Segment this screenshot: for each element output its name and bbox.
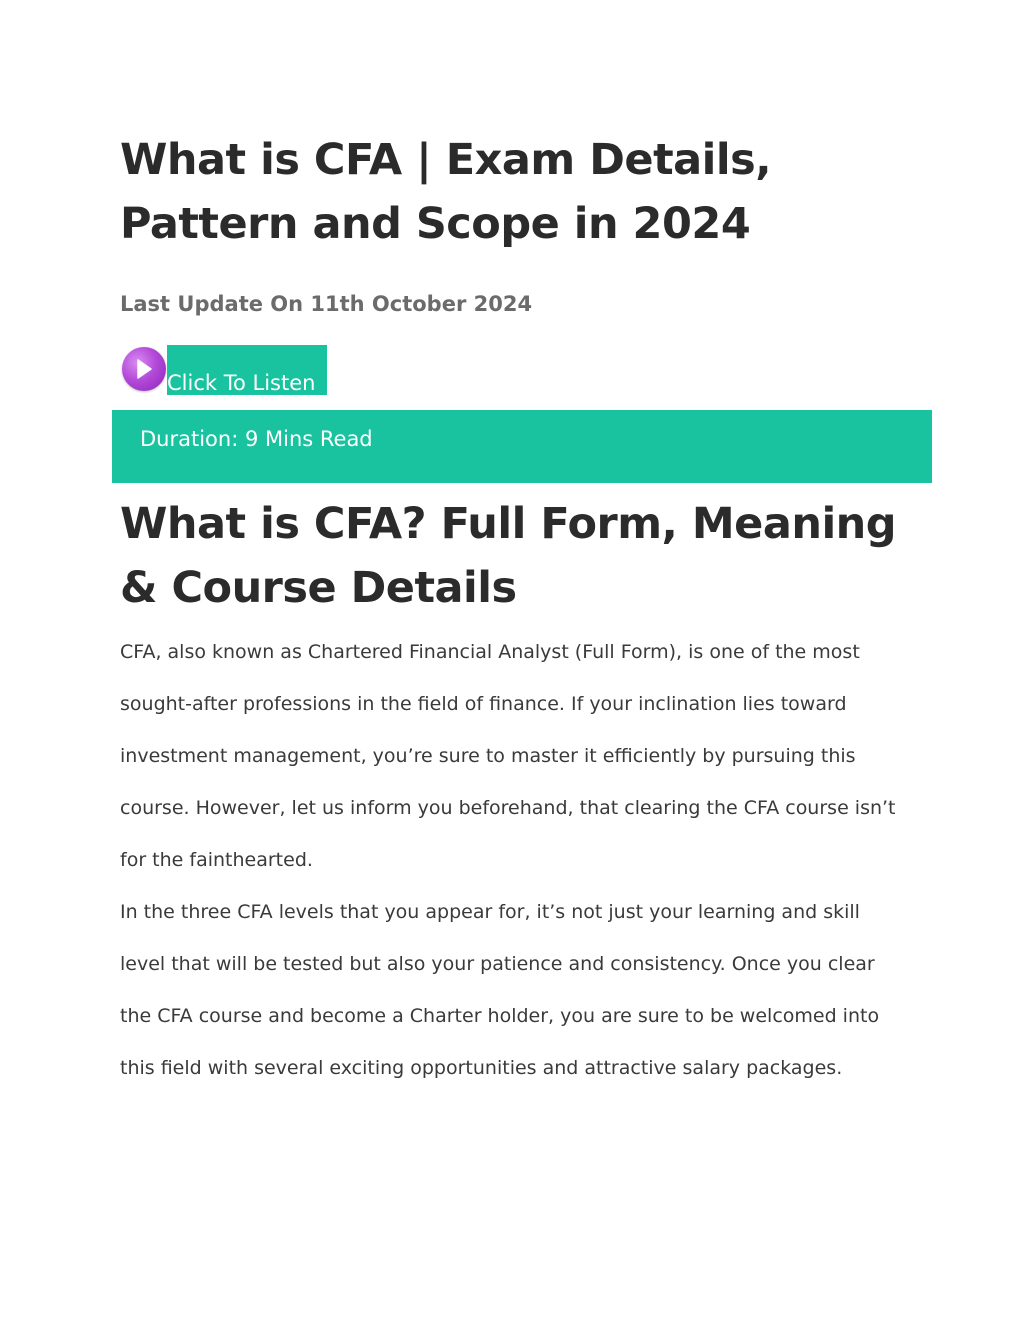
page-title: What is CFA | Exam Details, Pattern and Scope in 2024 xyxy=(120,135,772,249)
paragraph: In the three CFA levels that you appear for, it’s not just your learning and skill level that will be tested but also your patience and consistency. Once you clear the CFA course and become a Charter holder, you are sure to be welcomed into this field with several exciting opportunities and attractive salary packages. xyxy=(120,901,880,1079)
section-heading: What is CFA? Full Form, Meaning & Course Details xyxy=(120,499,897,613)
last-update-date: Last Update On 11th October 2024 xyxy=(120,292,533,316)
article-body xyxy=(120,626,910,1094)
paragraph: CFA, also known as Chartered Financial Analyst (Full Form), is one of the most sought-after professions in the field of finance. If your inclination lies toward investment management, you’re sure to master it efficiently by pursuing this course. However, let us inform you beforehand, that clearing the CFA course isn’t for the fainthearted. xyxy=(120,641,896,871)
duration-banner xyxy=(112,410,932,483)
play-icon[interactable] xyxy=(122,347,166,391)
click-to-listen-button[interactable]: Click To Listen xyxy=(167,345,327,395)
listen-control[interactable] xyxy=(122,345,327,395)
duration-text: Duration: 9 Mins Read xyxy=(140,427,373,451)
